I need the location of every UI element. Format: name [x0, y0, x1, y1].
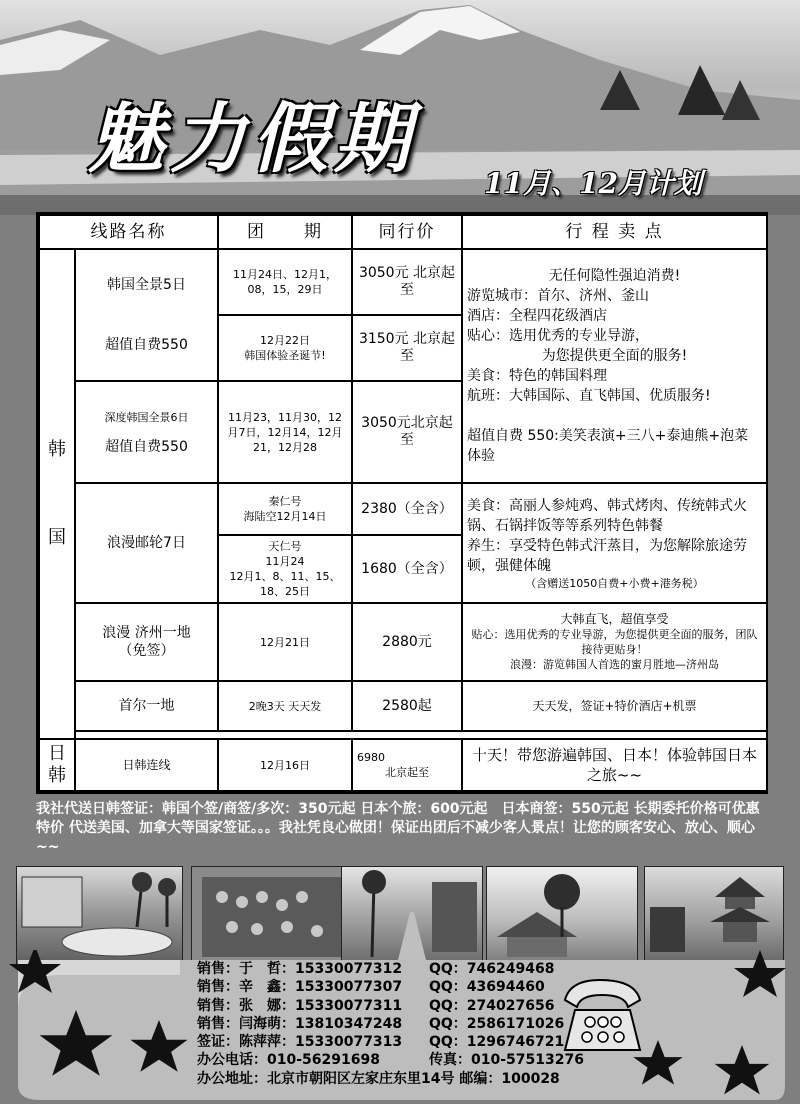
contact-row: 销售：辛 鑫：15330077307 QQ：43694460	[197, 979, 545, 996]
route-highlights: 美食：高丽人参炖鸡、韩式烤肉、传统韩式火锅、石锅拌饭等等系列特色韩餐 养生：享受特色韩式汗蒸目，为您解除旅途劳顿，强健体魄 （含赠送1050自费+小费+港务税）	[462, 483, 767, 603]
tour-price: 3150元 北京起至	[352, 315, 462, 381]
tour-price: 3050元北京起至	[352, 381, 462, 483]
tour-dates: 11月24日、12月1，08，15，29日	[218, 249, 352, 315]
table-row	[39, 249, 767, 315]
header-dates: 团 期	[218, 215, 352, 249]
tour-dates: 12月22日 韩国体验圣诞节!	[218, 315, 352, 381]
table-row	[39, 681, 767, 731]
itinerary-table	[36, 212, 768, 794]
table-spacer-row	[39, 731, 767, 739]
table-row	[39, 739, 767, 791]
tour-dates: 11月23，11月30，12月7日，12月14，12月21，12月28	[218, 381, 352, 483]
route-name: 首尔一地	[75, 681, 218, 731]
page-subtitle: 11月、12月计划	[484, 167, 702, 200]
visa-notice: 我社代送日韩签证：韩国个签/商签/多次：350元起 日本个旅：600元起 日本商签：550元起 长期委托价格可优惠特价 代送美国、加拿大等国家签证。。。我社凭良心做团！保证出团后不减少客人景点！让您的顾客安心、放心、顺心~~	[36, 801, 760, 855]
route-highlights: 十天！带您游遍韩国、日本！体验韩国日本之旅~~	[462, 739, 767, 791]
tour-price: 2580起	[352, 681, 462, 731]
region-korea: 韩 国	[39, 249, 75, 739]
table-row	[39, 603, 767, 681]
route-name: 浪漫 济州一地 （免签）	[75, 603, 218, 681]
route-name: 浪漫邮轮7日	[75, 483, 218, 603]
route-highlights: 大韩直飞，超值享受 贴心：选用优秀的专业导游，为您提供更全面的服务，团队接待更贴身！ 浪漫：游览韩国人首选的蜜月胜地—济州岛	[462, 603, 767, 681]
header-highlights: 行 程 卖 点	[462, 215, 767, 249]
route-name: 韩国全景5日 超值自费550	[75, 249, 218, 381]
fax: 传真：010-57513276	[429, 1052, 584, 1069]
route-highlights: 天天发，签证+特价酒店+机票	[462, 681, 767, 731]
tour-dates: 12月16日	[218, 739, 352, 791]
contact-row: 销售：于 哲：15330077312 QQ：746249468	[197, 961, 555, 977]
route-highlights: 无任何隐性强迫消费! 游览城市：首尔、济州、釜山 酒店：全程四花级酒店 贴心：选用优秀的专业导游， 为您提供更全面的服务! 美食：特色的韩国料理 航班：大韩国际、直飞韩国、优质服务! 超值自费 550:美笑表演+三八+泰迪熊+泡菜体验	[462, 249, 767, 483]
office-row	[197, 1051, 617, 1069]
tour-price: 2880元	[352, 603, 462, 681]
tour-price: 2380（全含）	[352, 483, 462, 535]
contact-row: 销售：张 娜：15330077311 QQ：274027656	[197, 997, 555, 1014]
tour-price: 1680（全含）	[352, 535, 462, 603]
tour-dates: 天仁号 11月24 12月1、8、11、15、18、25日	[218, 535, 352, 603]
address: 办公地址：北京市朝阳区左家庄东里14号 邮编：100028	[197, 1070, 560, 1087]
header-banner	[0, 0, 800, 215]
region-japan-korea: 日 韩	[39, 739, 75, 791]
contact-row: 签证：陈萍萍：15330077313 QQ：1296746721	[197, 1034, 565, 1051]
tour-dates: 2晚3天 天天发	[218, 681, 352, 731]
contact-row: 销售：闫海萌：13810347248 QQ：2586171026	[197, 1015, 565, 1032]
header-price: 同行价	[352, 215, 462, 249]
table-row	[39, 483, 767, 535]
tour-dates: 12月21日	[218, 603, 352, 681]
route-name: 日韩连线	[75, 739, 218, 791]
header-route: 线路名称	[39, 215, 218, 249]
tour-dates: 秦仁号 海陆空12月14日	[218, 483, 352, 535]
page-title: 魅力假期	[88, 94, 416, 183]
route-name: 深度韩国全景6日 超值自费550	[75, 381, 218, 483]
tour-price: 3050元 北京起至	[352, 249, 462, 315]
table-header-row	[39, 215, 767, 249]
office-phone: 办公电话：010-56291698	[197, 1052, 380, 1069]
contact-list	[197, 960, 617, 1088]
tour-price: 6980 北京起至	[352, 739, 462, 791]
